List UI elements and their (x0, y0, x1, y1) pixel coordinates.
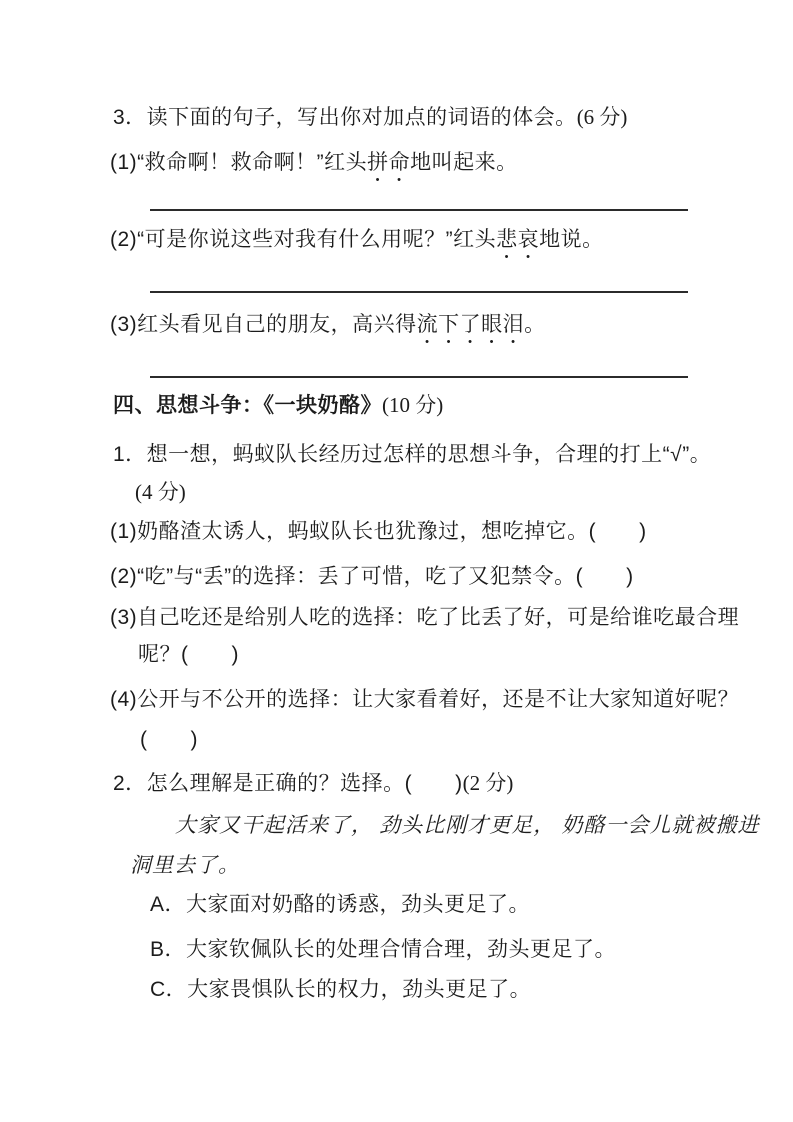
passage-line-2: 洞里去了。 (130, 853, 240, 877)
option-b: B．大家钦佩队长的处理合情合理，劲头更足了。 (150, 938, 617, 961)
q3-heading-text: 3．读下面的句子，写出你对加点的词语的体会。 (113, 106, 577, 129)
passage-line-1: 大家又干起活来了， 劲头比刚才更足， 奶酪一会儿就被搬进 (175, 813, 760, 837)
q3-score: (6 分) (576, 105, 628, 129)
section4-score: (10 分) (382, 393, 444, 417)
q4-1-choice-2: (2)“吃”与“丢”的选择：丢了可惜，吃了又犯禁令。( ) (110, 565, 634, 588)
q3-item-3-post: 。 (524, 313, 546, 336)
q4-1-score: (4 分) (135, 480, 186, 504)
q3-item-2-emphasized-word: 悲哀 (496, 228, 540, 251)
answer-blank-2 (150, 291, 688, 293)
q4-1-choice-3-line-1: (3)自己吃还是给别人吃的选择：吃了比丢了好，可是给谁吃最合理 (110, 606, 740, 629)
q4-1-choice-4-line-2: ( ) (140, 728, 198, 751)
q3-item-1 (110, 147, 518, 179)
q3-item-3-emphasized-word: 流下了眼泪 (416, 313, 525, 336)
q4-1-choice-1: (1)奶酪渣太诱人，蚂蚁队长也犹豫过，想吃掉它。( ) (110, 520, 647, 543)
q3-item-3-pre: (3)红头看见自己的朋友，高兴得 (110, 313, 417, 336)
q3-item-3 (110, 309, 546, 341)
q3-heading (113, 101, 627, 133)
option-c: C．大家畏惧队长的权力，劲头更足了。 (150, 978, 532, 1001)
q4-2-prompt (113, 767, 513, 799)
q3-item-2-pre: (2)“可是你说这些对我有什么用呢？”红头 (110, 228, 497, 251)
option-a: A．大家面对奶酪的诱惑，劲头更足了。 (150, 893, 531, 916)
q3-item-2-post: 地说。 (539, 228, 604, 251)
answer-blank-3 (150, 376, 688, 378)
section4-heading (113, 389, 443, 421)
q4-1-choice-3-line-2: 呢？( ) (138, 643, 239, 666)
q3-item-1-emphasized-word: 拼命 (367, 151, 411, 174)
q3-item-2 (110, 224, 604, 256)
q4-1-choice-4-line-1: (4)公开与不公开的选择：让大家看着好，还是不让大家知道好呢？ (110, 688, 740, 711)
answer-blank-1 (150, 209, 688, 211)
section4-heading-text: 四、思想斗争：《一块奶酪》 (113, 394, 382, 417)
q4-2-prompt-text: 2．怎么理解是正确的？选择。( ) (113, 772, 463, 795)
q4-1-prompt: 1．想一想，蚂蚁队长经历过怎样的思想斗争，合理的打上“√”。 (113, 443, 712, 466)
q3-item-1-pre: (1)“救命啊！救命啊！”红头 (110, 151, 368, 174)
q4-2-score: (2 分) (462, 771, 514, 795)
q3-item-1-post: 地叫起来。 (410, 151, 518, 174)
